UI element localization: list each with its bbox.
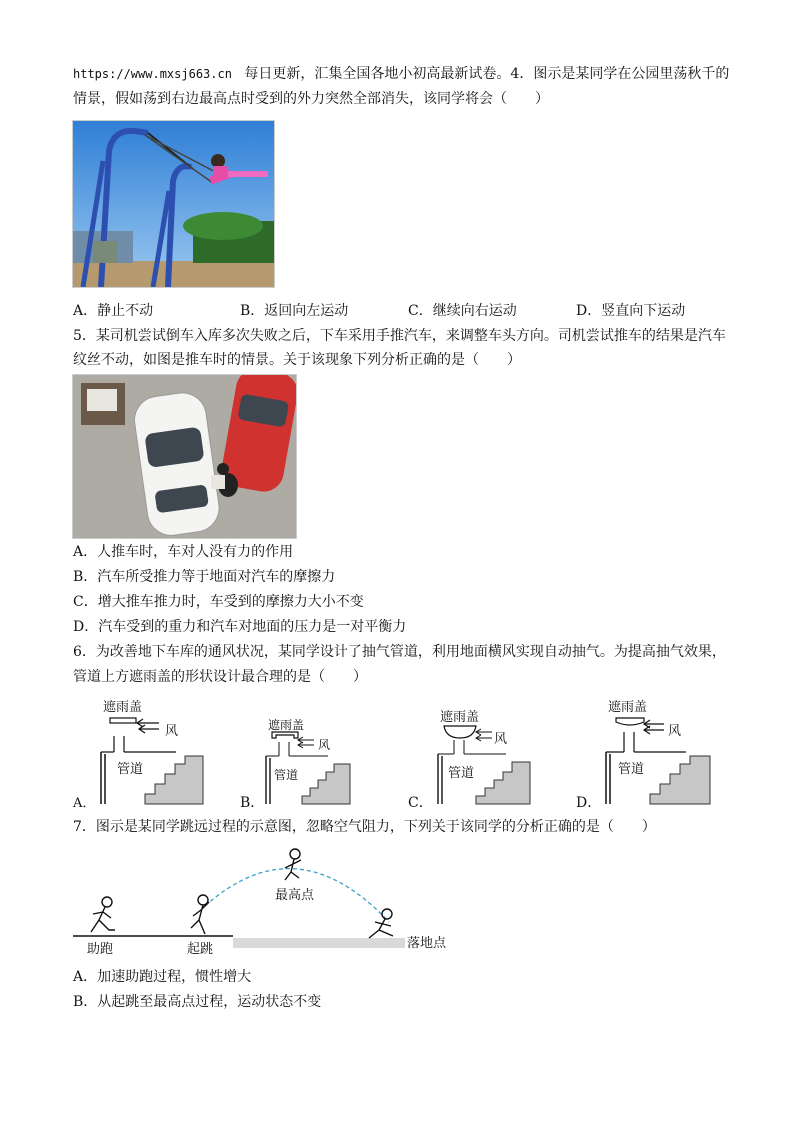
q4-option-b[interactable]: B．返回向左运动 bbox=[240, 303, 349, 319]
q4-option-a[interactable]: A．静止不动 bbox=[73, 303, 154, 319]
swing-photo bbox=[72, 120, 275, 288]
q5-option-b[interactable]: B．汽车所受推力等于地面对汽车的摩擦力 bbox=[73, 569, 336, 585]
pipe-label: 管道 bbox=[274, 768, 299, 782]
pipe-label: 管道 bbox=[618, 762, 645, 777]
q5-option-a[interactable]: A．人推车时，车对人没有力的作用 bbox=[73, 544, 294, 560]
q7-stem: 7．图示是某同学跳远过程的示意图，忽略空气阻力，下列关于该同学的分析正确的是（ ） bbox=[73, 819, 656, 835]
q7-option-a[interactable]: A．加速助跑过程，惯性增大 bbox=[73, 969, 252, 985]
q7-option-b[interactable]: B．从起跳至最高点过程，运动状态不变 bbox=[73, 994, 322, 1010]
q6-stem-line-2: 管道上方遮雨盖的形状设计最合理的是（ ） bbox=[73, 669, 367, 685]
q6-diagram-b[interactable] bbox=[240, 716, 380, 811]
label-takeoff: 起跳 bbox=[187, 942, 214, 957]
q5-stem-line-1: 5．某司机尝试倒车入库多次失败之后，下车采用手推汽车，来调整车头方向。司机尝试推车的结果是汽车 bbox=[73, 328, 726, 344]
takeoff-figure bbox=[191, 895, 209, 934]
swing-illustration bbox=[73, 121, 274, 287]
pipe-label: 管道 bbox=[448, 766, 475, 781]
wind-label: 风 bbox=[165, 724, 179, 739]
apex-figure bbox=[285, 849, 301, 880]
cover-label: 遮雨盖 bbox=[103, 700, 143, 715]
car-push-illustration bbox=[73, 375, 296, 538]
wind-label: 风 bbox=[318, 738, 331, 752]
q6-option-c-letter: C． bbox=[408, 795, 433, 811]
q4-stem-start: 4．图示是某同学在公园里荡秋千的 bbox=[510, 66, 730, 82]
q6-diagram-d-drawing bbox=[576, 696, 746, 808]
q6-stem-line-1: 6．为改善地下车库的通风状况，某同学设计了抽气管道，利用地面横风实现自动抽气。为提高抽气效果， bbox=[73, 644, 726, 660]
pipe-label: 管道 bbox=[117, 762, 144, 777]
q6-diagram-a-drawing bbox=[73, 696, 233, 808]
label-run: 助跑 bbox=[87, 942, 114, 957]
q6-option-d-letter: D． bbox=[576, 795, 602, 811]
q4-stem-line-2: 情景，假如荡到右边最高点时受到的外力突然全部消失，该同学将会（ ） bbox=[73, 91, 549, 107]
source-tagline: 每日更新，汇集全国各地小初高最新试卷。 bbox=[244, 66, 511, 82]
q6-option-b-letter: B． bbox=[240, 795, 265, 811]
car-push-photo bbox=[72, 374, 297, 539]
long-jump-drawing bbox=[73, 844, 463, 954]
cover-label: 遮雨盖 bbox=[440, 710, 480, 725]
wind-label: 风 bbox=[668, 724, 682, 739]
label-landing: 落地点 bbox=[407, 936, 447, 951]
q5-option-c[interactable]: C．增大推车推力时，车受到的摩擦力大小不变 bbox=[73, 594, 364, 610]
q5-option-d[interactable]: D．汽车受到的重力和汽车对地面的压力是一对平衡力 bbox=[73, 619, 407, 635]
runner-figure bbox=[91, 897, 115, 932]
q4-option-d[interactable]: D．竖直向下运动 bbox=[576, 303, 686, 319]
source-url[interactable]: https://www.mxsj663.cn bbox=[73, 67, 232, 81]
q6-diagram-a[interactable] bbox=[73, 696, 233, 811]
q4-option-c[interactable]: C．继续向右运动 bbox=[408, 303, 517, 319]
cover-label: 遮雨盖 bbox=[608, 700, 648, 715]
q6-diagram-d[interactable] bbox=[576, 696, 746, 811]
wind-label: 风 bbox=[494, 732, 508, 747]
cover-label: 遮雨盖 bbox=[268, 718, 305, 732]
q6-diagram-c[interactable] bbox=[408, 706, 558, 811]
q4-stem-line-1 bbox=[73, 64, 729, 84]
label-apex: 最高点 bbox=[275, 888, 315, 903]
long-jump-diagram bbox=[73, 844, 463, 957]
q6-option-a-letter: A． bbox=[73, 796, 96, 811]
q5-stem-line-2: 纹丝不动，如图是推车时的情景。关于该现象下列分析正确的是（ ） bbox=[73, 352, 521, 368]
